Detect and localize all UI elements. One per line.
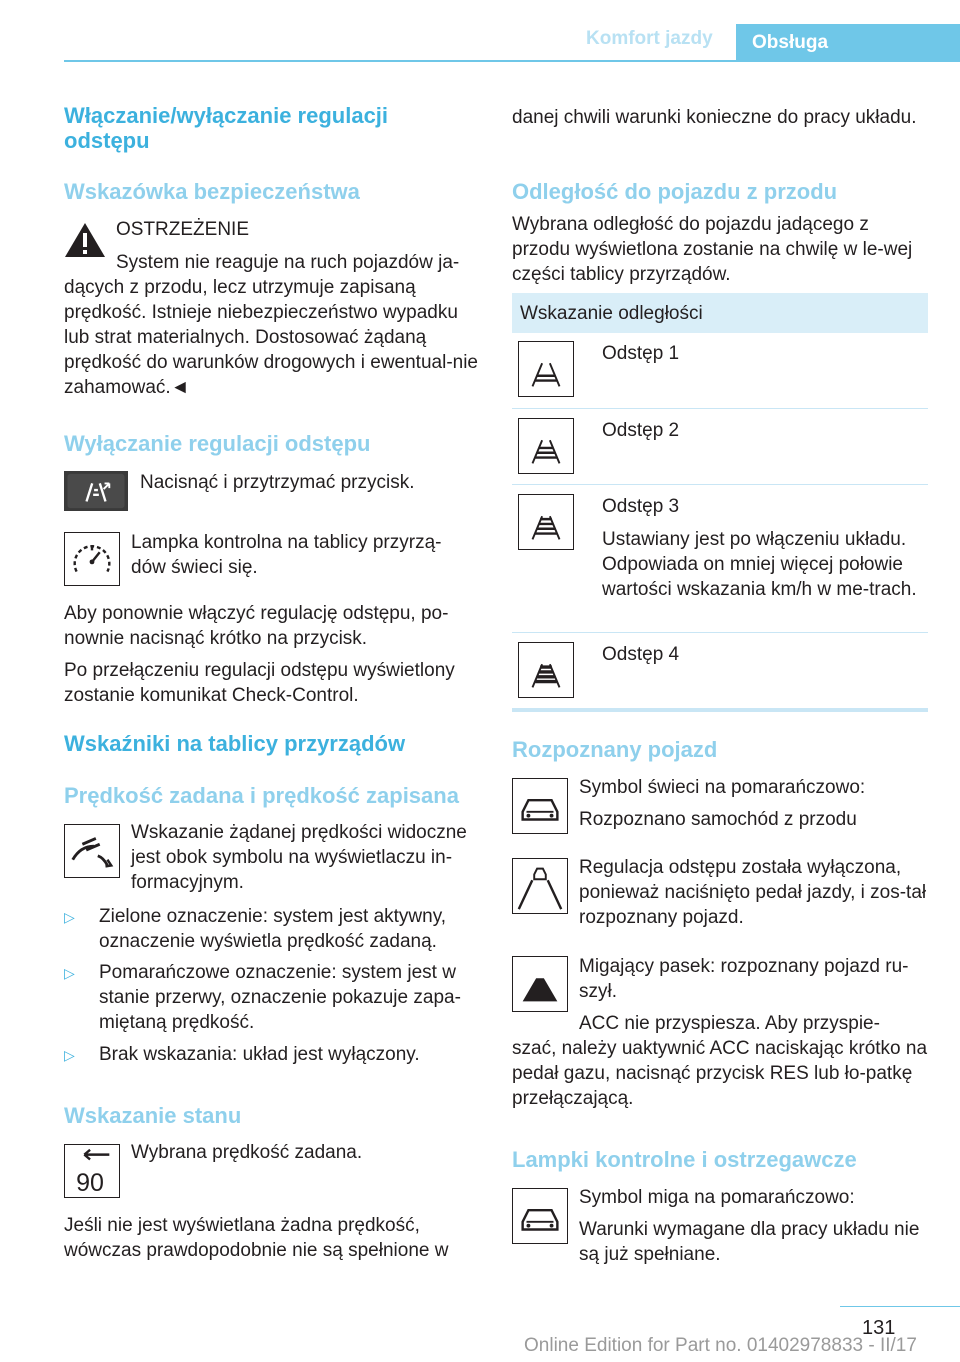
- off-text: Nacisnąć i przytrzymać przycisk.: [140, 472, 415, 493]
- detected-text-1b: Rozpoznano samochód z przodu: [579, 809, 857, 830]
- status-heading: Wskazanie stanu: [64, 1103, 242, 1128]
- car-lanes-icon: [512, 858, 568, 914]
- section-title: Włączanie/wyłączanie regulacji odstępu: [64, 103, 389, 153]
- table-row-label: Odstęp 1: [602, 343, 680, 364]
- speedometer-lamp-icon: [64, 532, 120, 586]
- lamp-text-1a: Symbol miga na pomarańczowo:: [579, 1187, 855, 1208]
- distance-4-icon: [518, 642, 574, 698]
- warning-car-icon: [512, 1188, 568, 1244]
- acc-button-icon: [64, 471, 128, 511]
- speed-heading: Prędkość zadana i prędkość zapisana: [64, 783, 459, 808]
- bullet-marker: ▷: [64, 1047, 75, 1063]
- distance-heading: Odległość do pojazdu z przodu: [512, 179, 838, 204]
- row-divider: [512, 632, 928, 633]
- detected-text-2: Regulacja odstępu została wyłączona, ponieważ naciśnięto pedał jazdy, i zos-tał rozpoznany pojazd.: [579, 857, 927, 928]
- status-note: Jeśli nie jest wyświetlana żadna prędkość, wówczas prawdopodobnie nie są spełnione w: [64, 1215, 449, 1261]
- edition-note: Online Edition for Part no. 01402978833 - II/17: [524, 1335, 917, 1356]
- list-item: Zielone oznaczenie: system jest aktywny, oznaczenie wyświetla prędkość zadaną.: [99, 906, 447, 952]
- warning-label: OSTRZEŻENIE: [116, 219, 250, 240]
- distance-text: Wybrana odległość do pojazdu jadącego z przodu wyświetlona zostanie na chwilę w le-wej części tablicy przyrządów.: [512, 214, 913, 285]
- detected-text-3b: szać, należy uaktywnić ACC naciskając krótko na pedał gazu, nacisnąć przycisk RES lub ło-patkę przełączającą.: [512, 1038, 928, 1109]
- set-speed-symbol-icon: [64, 824, 120, 878]
- lamp-text-1b: Warunki wymagane dla pracy układu nie są już spełniane.: [579, 1219, 920, 1265]
- detected-car-icon: [512, 778, 568, 834]
- speed-90-label: 90: [76, 1169, 104, 1197]
- bullet-marker: ▷: [64, 965, 75, 981]
- warning-triangle-icon: [64, 222, 106, 258]
- check-control-text: Po przełączeniu regulacji odstępu wyświetlony zostanie komunikat Check-Control.: [64, 660, 455, 706]
- list-item: Pomarańczowe oznaczenie: system jest w stanie przerwy, oznaczenie pokazuje zapa-miętaną prędkość.: [99, 962, 461, 1033]
- status-text: Wybrana prędkość zadana.: [131, 1142, 363, 1163]
- lamp-text: Lampka kontrolna na tablicy przyrzą-dów świeci się.: [131, 532, 442, 578]
- table-row-label: Odstęp 2: [602, 420, 680, 441]
- warning-text-first: System nie reaguje na ruch pojazdów ja-: [116, 252, 460, 273]
- table-header: [512, 293, 928, 333]
- distance-3-icon: [518, 494, 574, 550]
- detected-heading: Rozpoznany pojazd: [512, 737, 718, 762]
- distance-2-icon: [518, 418, 574, 474]
- off-heading: Wyłączanie regulacji odstępu: [64, 431, 371, 456]
- table-end-rule: [512, 708, 928, 712]
- row-divider: [512, 408, 928, 409]
- list-item: Brak wskazania: układ jest wyłączony.: [99, 1044, 420, 1065]
- table-row-label: Odstęp 4: [602, 644, 680, 665]
- detected-text-3a: Migający pasek: rozpoznany pojazd ru-szył.: [579, 956, 909, 1002]
- warning-text: dących z przodu, lecz utrzymuje zapisaną prędkość. Istnieje niebezpieczeństwo wypadku lub strat materialnych. Dostosować żądaną prędkość do warunków drogowych i ewentual-nie zahamować.◄: [64, 277, 479, 398]
- table-row-note: Ustawiany jest po włączeniu układu. Odpowiada on mniej więcej połowie wartości wskazania km/h w me-trach.: [602, 529, 917, 600]
- distance-1-icon: [518, 341, 574, 397]
- speed-90-icon: [64, 1144, 120, 1198]
- detected-text-3b-first: ACC nie przyspiesza. Aby przyspie-: [579, 1013, 880, 1034]
- bullet-marker: ▷: [64, 909, 75, 925]
- detected-text-1a: Symbol świeci na pomarańczowo:: [579, 777, 866, 798]
- reenable-text: Aby ponownie włączyć regulację odstępu, po-nownie nacisnąć krótko na przycisk.: [64, 603, 449, 649]
- indicators-heading: Wskaźniki na tablicy przyrządów: [64, 731, 406, 756]
- moving-vehicle-bar-icon: [512, 956, 568, 1012]
- footer-rule: [840, 1306, 960, 1307]
- speed-text: Wskazanie żądanej prędkości widoczne jest obok symbolu na wyświetlaczu in-formacyjnym.: [131, 822, 467, 893]
- lamps-heading: Lampki kontrolne i ostrzegawcze: [512, 1147, 857, 1172]
- page-number: 131: [862, 1317, 896, 1339]
- table-header-label: Wskazanie odległości: [520, 303, 703, 324]
- header-chapter: Komfort jazdy: [586, 28, 713, 49]
- header-rule: [64, 60, 960, 62]
- row-divider: [512, 484, 928, 485]
- table-row-label: Odstęp 3: [602, 496, 680, 517]
- header-section-tab: Obsługa: [736, 24, 960, 61]
- continued-text: danej chwili warunki konieczne do pracy układu.: [512, 107, 917, 128]
- safety-heading: Wskazówka bezpieczeństwa: [64, 179, 360, 204]
